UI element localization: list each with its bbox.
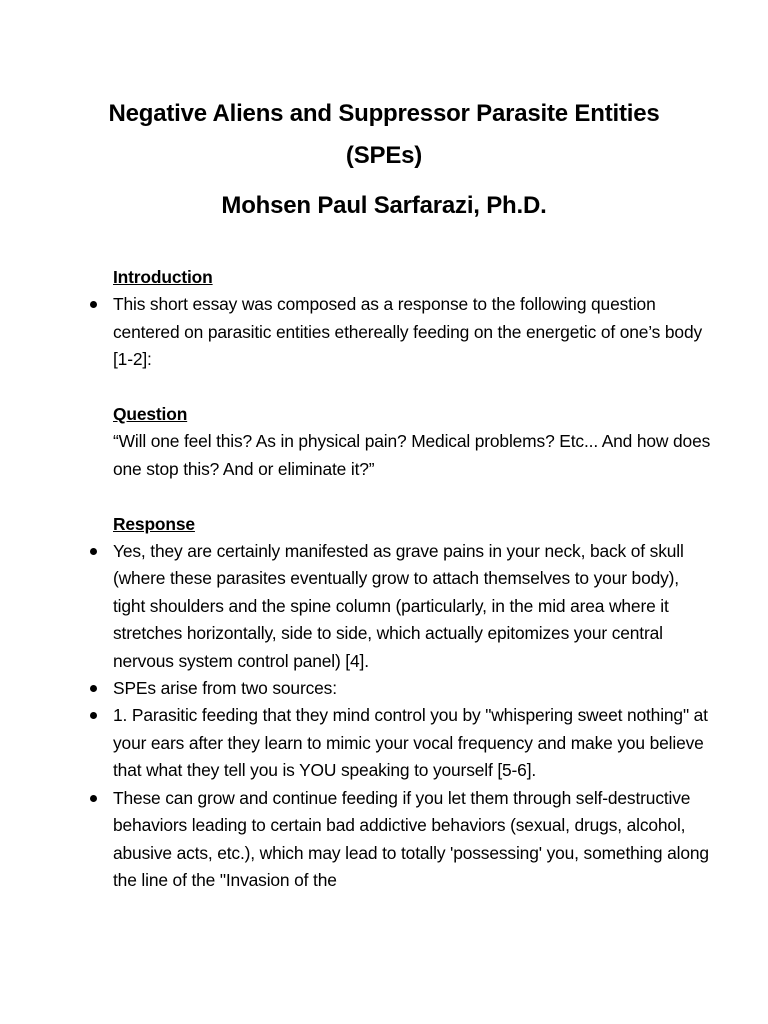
- section-heading-question: Question: [113, 404, 188, 425]
- response-bullet-item: [113, 538, 713, 675]
- introduction-bullet-item: [113, 291, 713, 373]
- bullet-icon: [90, 301, 97, 308]
- response-bullet-text: SPEs arise from two sources:: [113, 678, 337, 699]
- document-body: [113, 264, 713, 894]
- section-question: [113, 401, 713, 483]
- paragraph-spacer: [113, 374, 713, 401]
- section-introduction: [113, 264, 713, 374]
- introduction-bullet-text: This short essay was composed as a response to the following question centered on parasitic entities ethereally feeding on the energetic of one’s body [1-2]:: [113, 294, 703, 370]
- response-bullet-text: 1. Parasitic feeding that they mind control you by "whispering sweet nothing" at your ears after they learn to mimic your vocal frequency and make you believe that what they tell you is YOU speaking to yourself [5-6].: [113, 705, 708, 781]
- question-text: “Will one feel this? As in physical pain? Medical problems? Etc... And how does one stop this? And or eliminate it?”: [113, 431, 711, 479]
- section-heading-introduction: Introduction: [113, 267, 213, 287]
- document-author: Mohsen Paul Sarfarazi, Ph.D.: [221, 192, 547, 219]
- paragraph-spacer: [113, 483, 713, 510]
- document-title: Negative Aliens and Suppressor Parasite Entities (SPEs): [108, 100, 660, 169]
- bullet-icon: [90, 712, 97, 719]
- bullet-icon: [90, 795, 97, 802]
- section-heading-response: Response: [113, 513, 195, 534]
- response-bullet-item: [113, 675, 713, 702]
- response-bullet-item: [113, 785, 713, 895]
- response-bullet-item: [113, 702, 713, 784]
- response-bullet-text: These can grow and continue feeding if you let them through self-destructive behaviors leading to certain bad addictive behaviors (sexual, drugs, alcohol, abusive acts, etc.), which may lead to totally 'possessing' you, something along the line of the "Invasion of the: [113, 787, 709, 890]
- bullet-icon: [90, 685, 97, 692]
- section-response: [113, 511, 713, 895]
- response-bullet-text: Yes, they are certainly manifested as grave pains in your neck, back of skull (where these parasites eventually grow to attach themselves to your body), tight shoulders and the spine column (particularly, in the mid area where it stretches horizontally, side to side, which actually epitomizes your central nervous system control panel) [4].: [113, 541, 684, 671]
- bullet-icon: [90, 548, 97, 555]
